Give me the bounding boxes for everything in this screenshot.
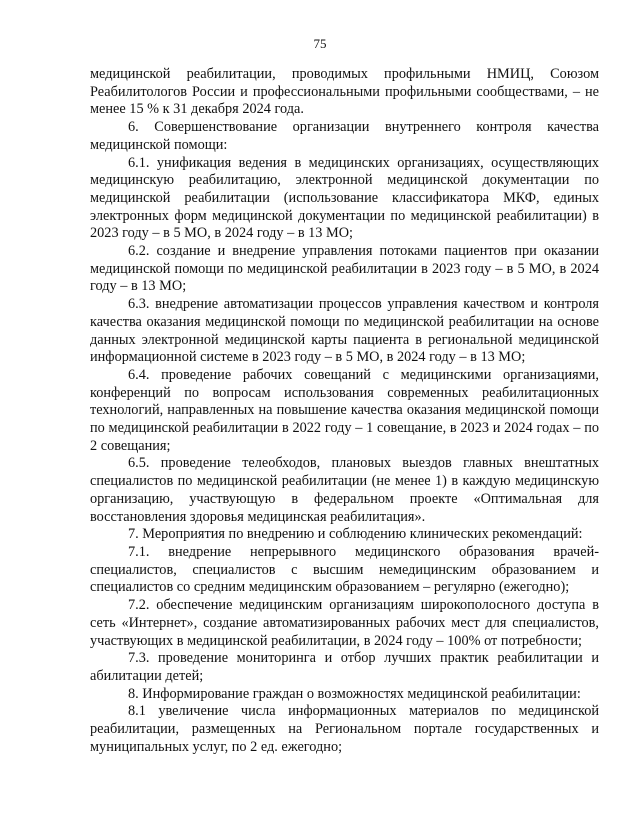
paragraph-section-7: 7. Мероприятия по внедрению и соблюдению клинических рекомендаций: bbox=[128, 526, 583, 543]
paragraph-item-6-3: 6.3. внедрение автоматизации процессов управления качеством и контроля качества оказания медицинской помощи по медицинской реабилитации на основе данных электронной медицинской карты пациента в региональной медицинской информационной системе в 2023 году – в 5 МО, в 2024 году – в 13 МО; bbox=[90, 296, 599, 366]
paragraph-item-7-1: 7.1. внедрение непрерывного медицинского образования врачей-специалистов, специалистов с высшим немедицинским образованием и специалистов со средним медицинским образованием – регулярно (ежегодно); bbox=[90, 543, 599, 596]
page-number: 75 bbox=[313, 36, 327, 51]
paragraph-item-8-1: 8.1 увеличение числа информационных материалов по медицинской реабилитации, размещенных на Региональном портале государственных и муниципальных услуг, по 2 ед. ежегодно; bbox=[90, 703, 599, 755]
paragraph-continuation: медицинской реабилитации, проводимых профильными НМИЦ, Союзом Реабилитологов России и профессиональными профильными сообществами, – не менее 15 % к 31 декабря 2024 года. bbox=[90, 66, 599, 118]
paragraph-item-6-2: 6.2. создание и внедрение управления потоками пациентов при оказании медицинской помощи по медицинской реабилитации в 2023 году – в 5 МО, в 2024 году – в 13 МО; bbox=[90, 243, 599, 295]
paragraph-section-8: 8. Информирование граждан о возможностях медицинской реабилитации: bbox=[128, 685, 581, 702]
document-body bbox=[90, 66, 599, 756]
paragraph-item-6-4: 6.4. проведение рабочих совещаний с медицинскими организациями, конференций по вопросам использования современных реабилитационных технологий, направленных на повышение качества оказания медицинской помощи по медицинской реабилитации в 2022 году – 1 совещание, в 2023 и 2024 годах – по 2 совещания; bbox=[90, 366, 599, 454]
paragraph-item-6-5: 6.5. проведение телеобходов, плановых выездов главных внештатных специалистов по медицинской реабилитации (не менее 1) в каждую медицинскую организацию, участвующую в федеральном проекте «Оптимальная для восстановления здоровья медицинская реабилитация». bbox=[90, 455, 599, 525]
paragraph-item-7-2: 7.2. обеспечение медицинским организациям широкополосного доступа в сеть «Интернет», создание автоматизированных рабочих мест для специалистов, участвующих в медицинской реабилитации, в 2024 году – 100% от потребности; bbox=[90, 597, 599, 649]
paragraph-item-7-3: 7.3. проведение мониторинга и отбор лучших практик реабилитации и абилитации детей; bbox=[90, 650, 599, 684]
paragraph-item-6-1: 6.1. унификация ведения в медицинских организациях, осуществляющих медицинскую реабилитацию, электронной медицинской документации по медицинской реабилитации (использование классификатора МКФ, единых электронных форм медицинской документации по медицинской реабилитации) в 2023 году – в 5 МО, в 2024 году – в 13 МО; bbox=[90, 154, 599, 242]
paragraph-section-6: 6. Совершенствование организации внутреннего контроля качества медицинской помощи: bbox=[90, 119, 599, 153]
